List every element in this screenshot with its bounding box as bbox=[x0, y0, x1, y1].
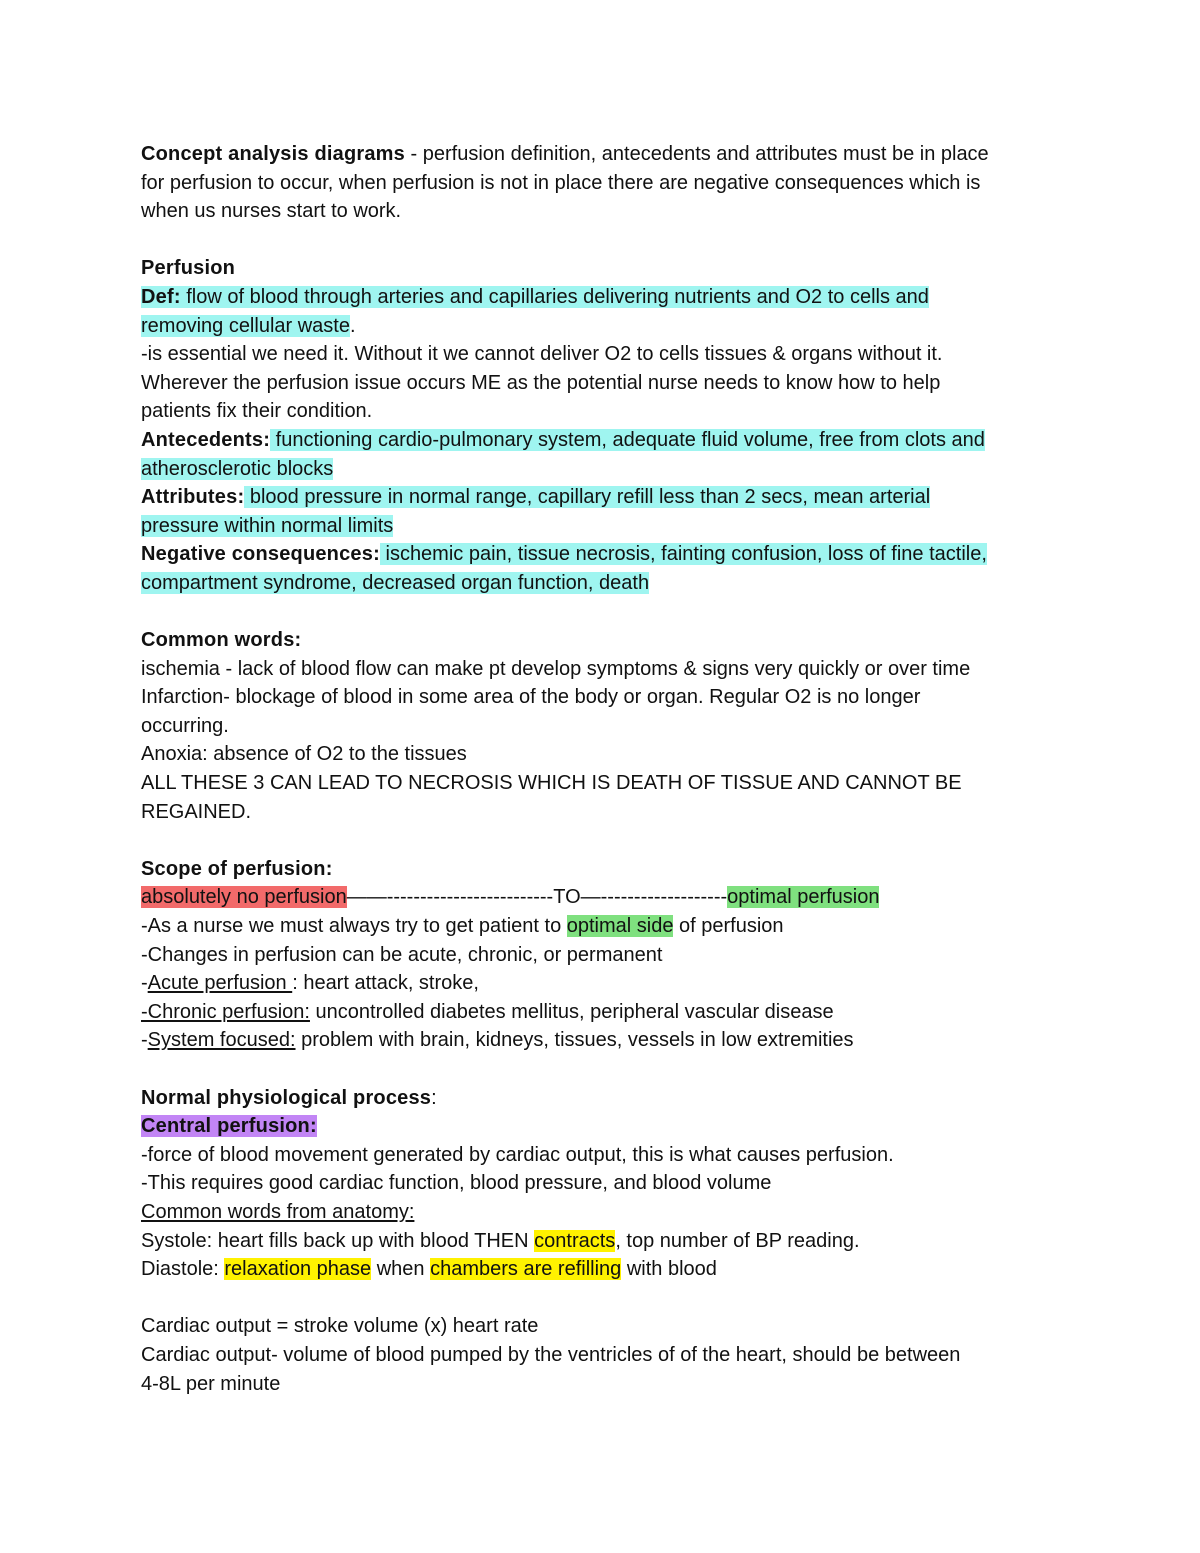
intro-line-2: for perfusion to occur, when perfusion is not in place there are negative consequences which is bbox=[141, 171, 981, 194]
negative-line-1: Negative consequences: ischemic pain, tissue necrosis, fainting confusion, loss of fine tactile, bbox=[141, 543, 987, 566]
optimal-perfusion-label: optimal perfusion bbox=[727, 886, 880, 909]
normal-heading: Normal physiological process: bbox=[141, 1086, 437, 1109]
common-words-heading: Common words: bbox=[141, 629, 302, 652]
no-perfusion-label: absolutely no perfusion bbox=[141, 886, 347, 909]
attributes-line-2: pressure within normal limits bbox=[141, 514, 394, 537]
scope-line-1: -As a nurse we must always try to get patient to optimal side of perfusion bbox=[141, 915, 784, 938]
common-line-1: ischemia - lack of blood flow can make pt develop symptoms & signs very quickly or over time bbox=[141, 657, 971, 680]
antecedents-line-1: Antecedents: functioning cardio-pulmonary system, adequate fluid volume, free from clots and bbox=[141, 428, 985, 451]
scope-line-3: -Acute perfusion : heart attack, stroke, bbox=[141, 972, 479, 995]
common-line-6: REGAINED. bbox=[141, 800, 252, 823]
common-line-4: Anoxia: absence of O2 to the tissues bbox=[141, 743, 467, 766]
cardiac-line-1: Cardiac output = stroke volume (x) heart rate bbox=[141, 1315, 539, 1338]
common-line-5: ALL THESE 3 CAN LEAD TO NECROSIS WHICH IS DEATH OF TISSUE AND CANNOT BE bbox=[141, 772, 962, 795]
intro-line-3: when us nurses start to work. bbox=[141, 200, 402, 223]
essential-line-3: patients fix their condition. bbox=[141, 400, 373, 423]
intro-heading: Concept analysis diagrams bbox=[141, 143, 405, 165]
def-line-1: Def: flow of blood through arteries and capillaries delivering nutrients and O2 to cells and bbox=[141, 285, 929, 308]
scope-range: absolutely no perfusion——-------------------------TO—-------------------optimal perfusion bbox=[141, 886, 880, 909]
essential-line-1: -is essential we need it. Without it we cannot deliver O2 to cells tissues & organs without it. bbox=[141, 343, 943, 366]
essential-line-2: Wherever the perfusion issue occurs ME as the potential nurse needs to know how to help bbox=[141, 371, 941, 394]
intro-line-1: Concept analysis diagrams - perfusion definition, antecedents and attributes must be in place bbox=[141, 143, 989, 165]
scope-line-2: -Changes in perfusion can be acute, chronic, or permanent bbox=[141, 943, 663, 966]
document-page bbox=[141, 140, 1071, 1398]
scope-line-5: -System focused: problem with brain, kidneys, tissues, vessels in low extremities bbox=[141, 1029, 854, 1052]
normal-line-1: -force of blood movement generated by cardiac output, this is what causes perfusion. bbox=[141, 1143, 894, 1166]
common-line-3: occurring. bbox=[141, 714, 229, 737]
scope-heading: Scope of perfusion: bbox=[141, 857, 333, 880]
normal-line-2: -This requires good cardiac function, blood pressure, and blood volume bbox=[141, 1172, 772, 1195]
perfusion-heading: Perfusion bbox=[141, 257, 236, 280]
negative-label: Negative consequences: bbox=[141, 543, 380, 566]
central-perfusion-heading: Central perfusion: bbox=[141, 1115, 317, 1138]
common-line-2: Infarction- blockage of blood in some area of the body or organ. Regular O2 is no longer bbox=[141, 686, 921, 709]
antecedents-line-2: atherosclerotic blocks bbox=[141, 457, 334, 480]
scope-line-4: -Chronic perfusion: uncontrolled diabetes mellitus, peripheral vascular disease bbox=[141, 1000, 834, 1023]
diastole-line: Diastole: relaxation phase when chambers are refilling with blood bbox=[141, 1258, 717, 1281]
attributes-label: Attributes: bbox=[141, 486, 245, 509]
negative-line-2: compartment syndrome, decreased organ function, death bbox=[141, 571, 650, 594]
def-line-2: removing cellular waste. bbox=[141, 314, 356, 337]
systole-line: Systole: heart fills back up with blood THEN contracts, top number of BP reading. bbox=[141, 1229, 860, 1252]
cardiac-line-3: 4-8L per minute bbox=[141, 1372, 281, 1395]
antecedents-label: Antecedents: bbox=[141, 428, 271, 451]
attributes-line-1: Attributes: blood pressure in normal range, capillary refill less than 2 secs, mean arterial bbox=[141, 486, 931, 509]
anatomy-heading: Common words from anatomy: bbox=[141, 1200, 415, 1223]
def-label: Def: bbox=[141, 285, 181, 308]
cardiac-line-2: Cardiac output- volume of blood pumped by the ventricles of of the heart, should be between bbox=[141, 1343, 961, 1366]
